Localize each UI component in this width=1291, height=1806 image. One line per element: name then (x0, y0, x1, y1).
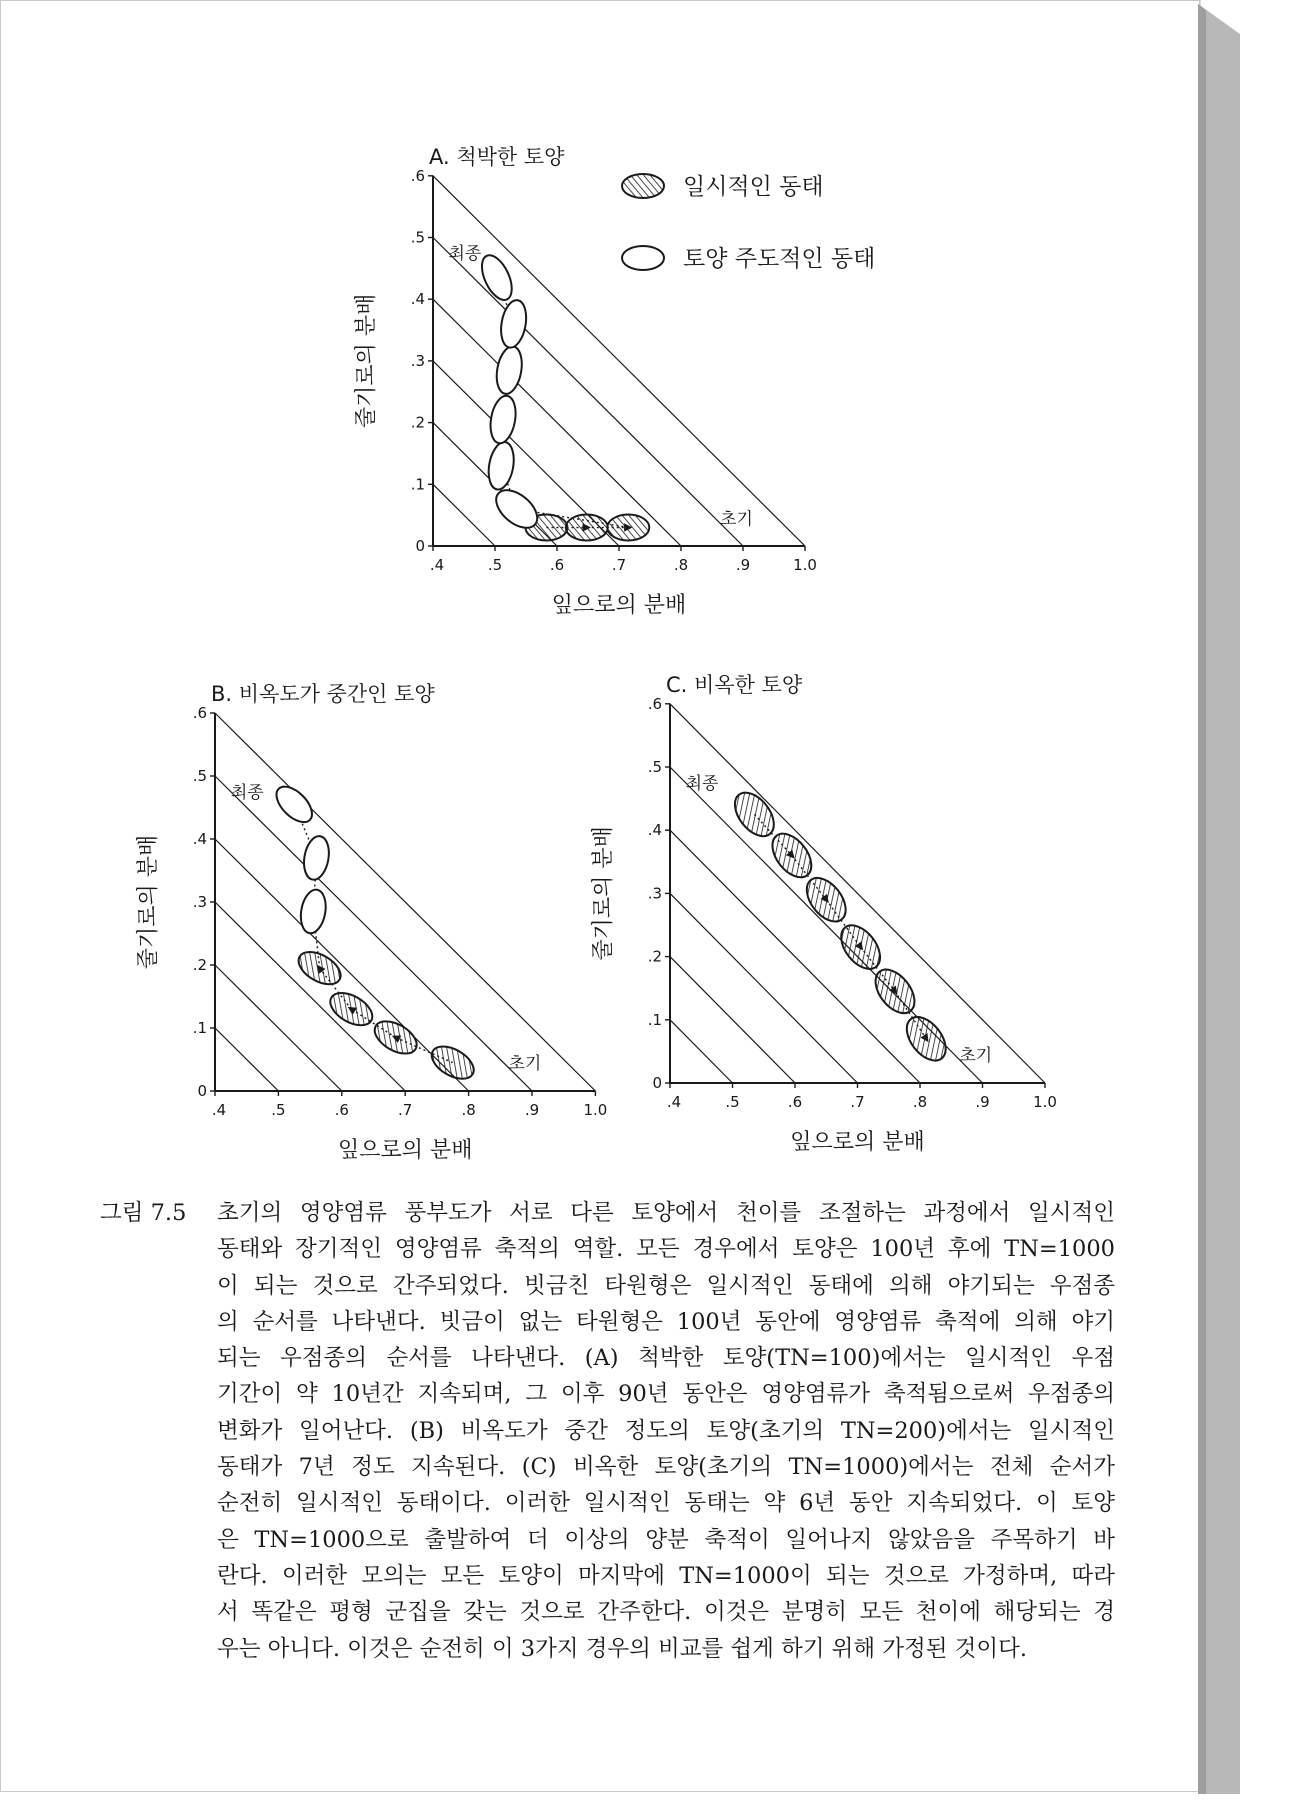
open-ellipse (487, 394, 519, 445)
x-tick-label: .9 (524, 1101, 540, 1119)
isoline (215, 1028, 278, 1091)
caption-line: 의 순서를 나타낸다. 빗금이 없는 타원형은 100년 동안에 영양염류 축적에 의해 야기 (217, 1308, 1115, 1335)
x-tick-label: 1.0 (1033, 1093, 1057, 1111)
caption-line: 서 똑같은 평형 군집을 갖는 것으로 간주한다. 이것은 분명히 모든 천이에 해당되는 경 (217, 1599, 1115, 1626)
y-tick-label: .3 (410, 351, 425, 370)
y-tick-label: .4 (410, 290, 425, 309)
x-axis-label: 잎으로의 분배 (337, 1138, 473, 1163)
isoline (670, 957, 795, 1083)
y-axis-label: 줄기로의 분배 (591, 826, 616, 961)
chart-title: A. 척박한 토양 (429, 144, 565, 169)
y-tick-label: .5 (647, 758, 662, 776)
hatched-ellipse (293, 945, 346, 991)
isoline (433, 238, 743, 547)
y-tick-label: .6 (410, 166, 425, 185)
y-tick-label: 0 (197, 1082, 207, 1100)
x-tick-label: .6 (549, 556, 565, 574)
y-axis-label: 줄기로의 분배 (354, 293, 379, 429)
caption-line: 되는 우점종의 순서를 나타낸다. (A) 척박한 토양(TN=100)에서는 일시적인 우점 (217, 1345, 1115, 1372)
caption-line: 동태와 장기적인 영양염류 축적의 역할. 모든 경우에서 토양은 100년 후에 TN=1000 (217, 1236, 1115, 1263)
y-tick-label: .2 (647, 947, 662, 966)
hatched-ellipse (566, 514, 608, 540)
legend-label: 일시적인 동태 (683, 174, 824, 200)
open-ellipse (485, 440, 517, 491)
hatched-ellipse (727, 785, 781, 843)
y-tick-label: 0 (652, 1074, 662, 1092)
chart-title: C. 비옥한 토양 (666, 672, 803, 697)
chart-panel-c (591, 673, 1057, 1155)
hatched-ellipse (899, 1010, 953, 1068)
hatched-ellipse (868, 962, 922, 1020)
open-ellipse (476, 251, 518, 305)
caption-line: 동태가 7년 정도 지속된다. (C) 비옥한 토양(초기의 TN=1000)에서는 전체 순서가 (217, 1454, 1115, 1481)
isoline (670, 893, 858, 1083)
hatched-ellipse (765, 827, 819, 885)
y-tick-label: .1 (410, 475, 425, 494)
x-tick-label: .6 (334, 1101, 349, 1119)
final-label: 최종 (230, 783, 264, 804)
x-tick-label: .5 (487, 556, 503, 574)
initial-label: 초기 (959, 1045, 993, 1066)
caption-label: 그림 7.5 (100, 1200, 187, 1226)
caption-line: 변화가 일어난다. (B) 비옥도가 중간 정도의 토양(초기의 TN=200)에서는 일시적인 (217, 1417, 1115, 1444)
isoline (670, 1020, 733, 1083)
chart-panel-b (136, 682, 607, 1163)
hatched-ellipse (799, 871, 853, 929)
y-tick-label: .2 (410, 413, 425, 432)
chart-panel-a (354, 145, 875, 618)
legend-marker (622, 174, 664, 198)
isoline (433, 484, 495, 546)
y-tick-label: .1 (192, 1019, 207, 1037)
x-axis-label: 잎으로의 분배 (790, 1130, 925, 1155)
x-tick-label: .7 (398, 1101, 413, 1119)
y-tick-label: .5 (410, 228, 425, 247)
x-tick-label: .8 (461, 1101, 476, 1119)
caption-line: 란다. 이러한 모의는 모든 토양이 마지막에 TN=1000이 되는 것으로 가정하며, 따라 (217, 1562, 1115, 1589)
y-tick-label: .6 (192, 704, 207, 722)
open-ellipse (301, 834, 332, 881)
chart-title: B. 비옥도가 중간인 토양 (211, 682, 435, 706)
x-tick-label: .9 (735, 556, 751, 574)
final-label: 최종 (448, 244, 482, 265)
isoline (670, 704, 1045, 1083)
x-tick-label: .4 (211, 1101, 227, 1119)
x-tick-label: 1.0 (583, 1101, 608, 1119)
y-tick-label: .6 (647, 694, 662, 713)
x-tick-label: 1.0 (793, 556, 817, 574)
y-tick-label: .4 (647, 821, 662, 840)
caption-line: 기간이 약 10년간 지속되며, 그 이후 90년 동안은 영양염류가 축적됨으로써 우점종의 (217, 1381, 1115, 1408)
caption-line: 이 되는 것으로 간주되었다. 빗금친 타원형은 일시적인 동태에 의해 야기되는 우점종 (217, 1272, 1115, 1299)
legend-label: 토양 주도적인 동태 (683, 246, 876, 272)
x-tick-label: .8 (673, 556, 689, 574)
isoline (433, 299, 681, 546)
initial-label: 초기 (508, 1053, 542, 1074)
open-ellipse (298, 888, 329, 935)
caption-line: 초기의 영양염류 풍부도가 서로 다른 토양에서 천이를 조절하는 과정에서 일시적인 (217, 1200, 1115, 1226)
legend-marker (622, 246, 664, 270)
x-axis-label: 잎으로의 분배 (551, 593, 687, 618)
caption-line: 우는 아니다. 이것은 순전히 이 3가지 경우의 비교를 쉽게 하기 위해 가정된 것이다. (217, 1635, 1027, 1662)
caption-line: 순전히 일시적인 동태이다. 이러한 일시적인 동태는 약 6년 동안 지속되었다. 이 토양 (217, 1490, 1115, 1517)
x-tick-label: .5 (725, 1093, 740, 1111)
y-tick-label: .4 (192, 830, 207, 848)
x-tick-label: .5 (271, 1101, 286, 1119)
hatched-ellipse (833, 918, 887, 976)
x-tick-label: .4 (666, 1093, 682, 1111)
initial-label: 초기 (720, 509, 753, 530)
isoline (215, 839, 469, 1091)
open-ellipse (270, 780, 318, 828)
y-tick-label: .3 (647, 884, 662, 903)
isoline (215, 776, 532, 1091)
y-tick-label: 0 (415, 537, 425, 555)
y-tick-label: .3 (192, 893, 207, 911)
x-tick-label: .9 (975, 1093, 990, 1111)
y-tick-label: .2 (192, 956, 207, 974)
isoline (433, 176, 805, 546)
final-label: 최종 (685, 774, 719, 795)
figure-caption (100, 1195, 1115, 1667)
x-tick-label: .6 (787, 1093, 803, 1111)
caption-line: 은 TN=1000으로 출발하여 더 이상의 양분 축적이 일어나지 않았음을 주목하기 바 (217, 1526, 1115, 1553)
open-ellipse (493, 344, 525, 395)
hatched-ellipse (607, 514, 649, 540)
x-tick-label: .7 (850, 1093, 865, 1111)
x-tick-label: .8 (912, 1093, 928, 1111)
hatched-ellipse (426, 1040, 479, 1086)
x-tick-label: .4 (429, 556, 445, 574)
hatched-ellipse (369, 1015, 422, 1061)
y-tick-label: .5 (192, 767, 207, 785)
y-tick-label: .1 (647, 1010, 662, 1029)
y-axis-label: 줄기로의 분배 (136, 834, 161, 970)
x-tick-label: .7 (611, 556, 627, 574)
